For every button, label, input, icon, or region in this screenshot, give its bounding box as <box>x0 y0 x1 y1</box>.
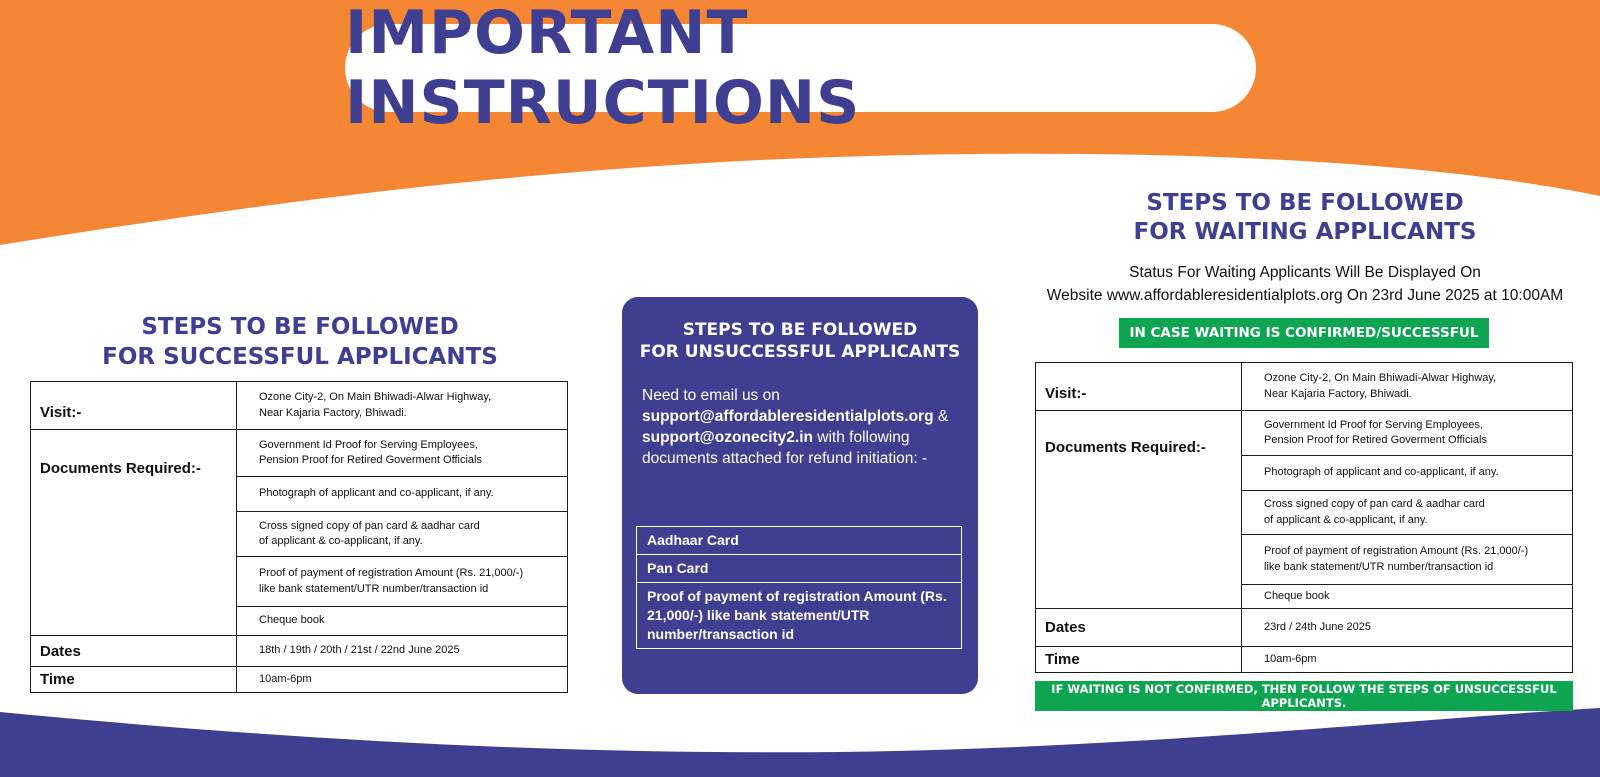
table-row <box>1036 609 1573 647</box>
waiting-status-text <box>1025 261 1585 307</box>
refund-instructions <box>642 385 972 469</box>
table-row <box>637 583 962 649</box>
visit-label: Visit:- <box>31 382 237 430</box>
document-line: Government Id Proof for Serving Employees, <box>259 438 478 451</box>
time-label: Time <box>31 667 237 693</box>
successful-heading-line2: FOR SUCCESSFUL APPLICANTS <box>102 344 498 370</box>
refund-documents-table <box>636 526 962 649</box>
successful-heading <box>60 312 540 372</box>
document-line: Proof of payment of registration Amount (Rs. 21,000/-) <box>259 567 524 580</box>
visit-value <box>1242 363 1573 411</box>
document-item: Cheque book <box>237 607 568 636</box>
support-email-secondary[interactable]: support@ozonecity2.in <box>642 429 813 446</box>
dates-label: Dates <box>1036 609 1242 647</box>
document-line: Proof of payment of registration Amount (Rs. 21,000/-) <box>1264 545 1529 558</box>
waiting-heading-line2: FOR WAITING APPLICANTS <box>1133 219 1477 245</box>
document-item <box>237 430 568 477</box>
navy-bottom-wave <box>0 708 1600 777</box>
dates-value: 23rd / 24th June 2025 <box>1242 609 1573 647</box>
document-item: Photograph of applicant and co-applicant, if any. <box>1242 456 1573 491</box>
document-item: Cheque book <box>1242 585 1573 609</box>
status-line: Status For Waiting Applicants Will Be Displayed On <box>1129 264 1481 281</box>
visit-line: Ozone City-2, On Main Bhiwadi-Alwar Highway, <box>259 391 492 404</box>
visit-value <box>237 382 568 430</box>
time-label: Time <box>1036 647 1242 673</box>
visit-line: Near Kajaria Factory, Bhiwadi. <box>259 406 407 419</box>
support-email-primary[interactable]: support@affordableresidentialplots.org <box>642 408 934 425</box>
document-line: of applicant & co-applicant, if any. <box>1264 513 1428 526</box>
table-row <box>1036 647 1573 673</box>
document-item <box>1242 491 1573 535</box>
table-row <box>637 527 962 555</box>
unsuccessful-heading-line2: FOR UNSUCCESSFUL APPLICANTS <box>639 342 961 362</box>
table-row <box>1036 411 1573 456</box>
document-item <box>1242 411 1573 456</box>
successful-heading-line1: STEPS TO BE FOLLOWED <box>141 314 459 340</box>
unsuccessful-heading-line1: STEPS TO BE FOLLOWED <box>682 320 918 340</box>
refund-document: Proof of payment of registration Amount (Rs. 21,000/-) like bank statement/UTR number/transaction id <box>637 583 962 649</box>
unsuccessful-heading <box>622 319 978 363</box>
document-line: like bank statement/UTR number/transaction id <box>1264 560 1494 573</box>
document-line: Cross signed copy of pan card & aadhar card <box>1264 498 1485 511</box>
waiting-heading-line1: STEPS TO BE FOLLOWED <box>1146 190 1464 216</box>
not-confirmed-banner: IF WAITING IS NOT CONFIRMED, THEN FOLLOW THE STEPS OF UNSUCCESSFUL APPLICANTS. <box>1035 681 1573 711</box>
table-row <box>31 382 568 430</box>
table-row <box>637 555 962 583</box>
document-item <box>237 512 568 557</box>
visit-label: Visit:- <box>1036 363 1242 411</box>
dates-value: 18th / 19th / 20th / 21st / 22nd June 2025 <box>237 636 568 667</box>
table-row <box>31 430 568 477</box>
dates-label: Dates <box>31 636 237 667</box>
documents-label: Documents Required:- <box>1036 411 1242 609</box>
document-line: Cross signed copy of pan card & aadhar card <box>259 519 480 532</box>
table-row <box>31 667 568 693</box>
refund-intro: Need to email us on <box>642 387 780 404</box>
refund-document: Aadhaar Card <box>637 527 962 555</box>
document-item <box>1242 535 1573 585</box>
table-row <box>1036 363 1573 411</box>
documents-label: Documents Required:- <box>31 430 237 636</box>
document-line: Pension Proof for Retired Goverment Officials <box>1264 434 1487 446</box>
unsuccessful-panel <box>622 297 978 694</box>
email-separator: & <box>937 408 949 425</box>
title-pill <box>345 0 1256 138</box>
visit-line: Ozone City-2, On Main Bhiwadi-Alwar Highway, <box>1264 372 1497 385</box>
document-item: Photograph of applicant and co-applicant, if any. <box>237 477 568 512</box>
refund-rest: with following documents attached for refund initiation: - <box>642 429 928 467</box>
confirmed-banner: IN CASE WAITING IS CONFIRMED/SUCCESSFUL <box>1119 318 1489 348</box>
document-line: Pension Proof for Retired Goverment Officials <box>259 454 482 466</box>
visit-line: Near Kajaria Factory, Bhiwadi. <box>1264 387 1412 400</box>
table-row <box>31 636 568 667</box>
refund-document: Pan Card <box>637 555 962 583</box>
document-line: like bank statement/UTR number/transaction id <box>259 582 489 595</box>
time-value: 10am-6pm <box>237 667 568 693</box>
page-title: IMPORTANT INSTRUCTIONS <box>345 0 861 138</box>
status-line: Website www.affordableresidentialplots.org On 23rd June 2025 at 10:00AM <box>1046 287 1564 304</box>
successful-table <box>30 381 568 693</box>
document-line: of applicant & co-applicant, if any. <box>259 535 423 547</box>
document-item <box>237 557 568 607</box>
waiting-heading <box>1085 189 1525 247</box>
document-line: Government Id Proof for Serving Employees, <box>1264 418 1483 431</box>
time-value: 10am-6pm <box>1242 647 1573 673</box>
waiting-table <box>1035 362 1573 673</box>
